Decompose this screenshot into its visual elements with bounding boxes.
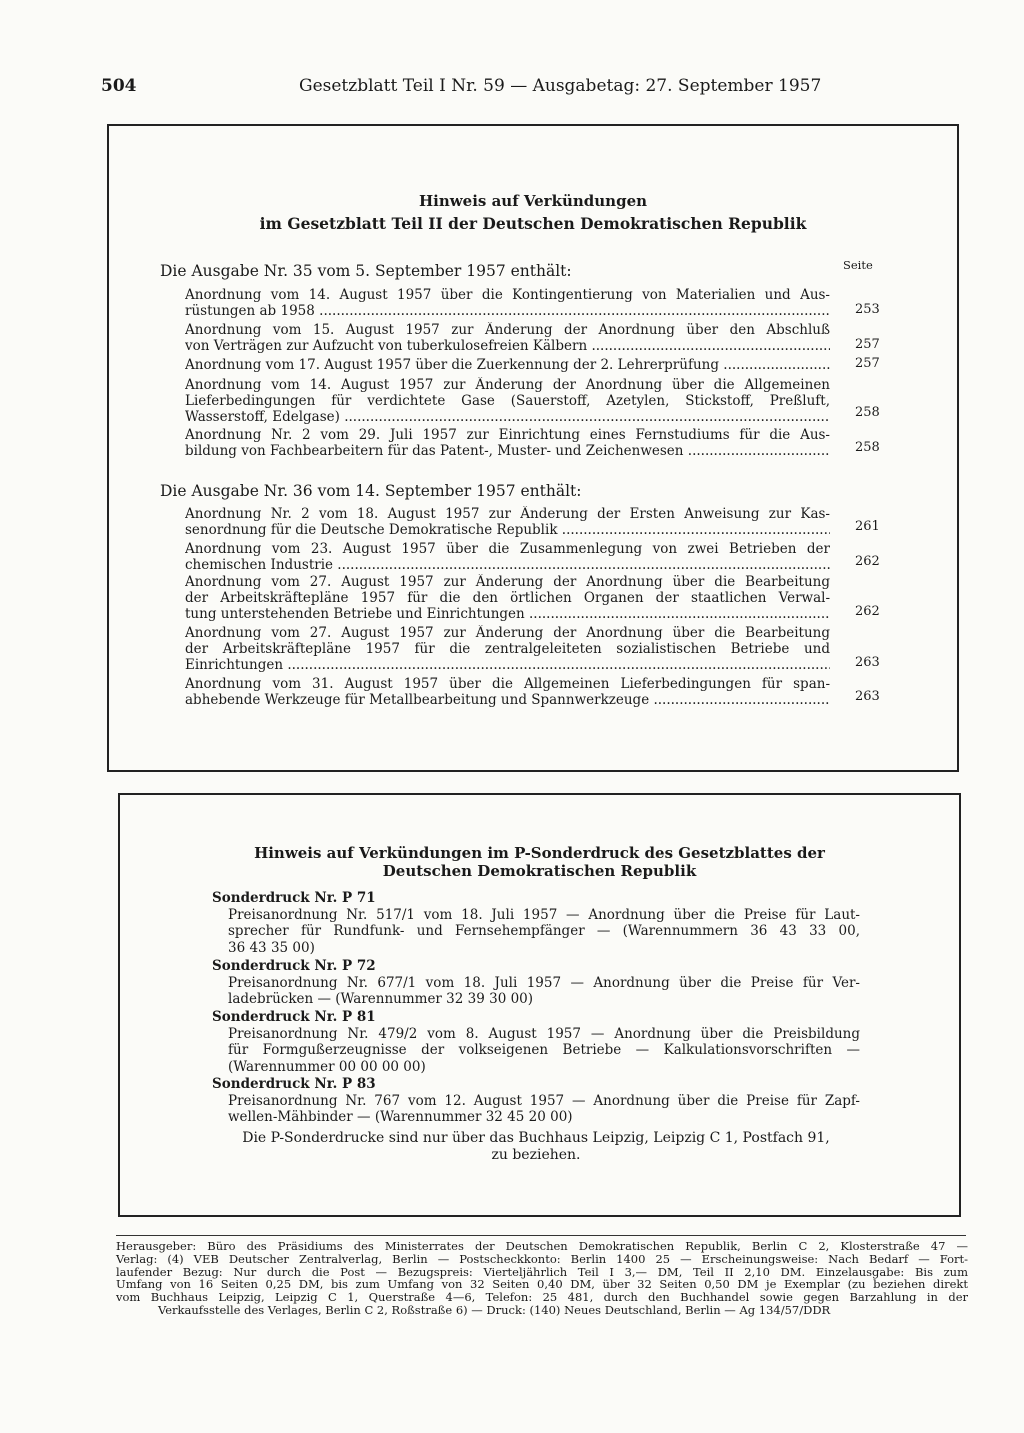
page-ref: 258 (855, 440, 880, 455)
sonderdruck-heading: Sonderdruck Nr. P 83 (212, 1076, 376, 1092)
toc-entry (185, 357, 830, 373)
entry-line: Wasserstoff, Edelgase) ..... (185, 409, 830, 425)
note-line: zu beziehen. (491, 1147, 581, 1163)
entry-line: Anordnung Nr. 2 vom 29. Juli 1957 zur Einrichtung eines Fernstudiums für die Aus- (185, 427, 830, 443)
entry-line: Anordnung vom 23. August 1957 über die Zusammenlegung von zwei Betrieben der (185, 541, 830, 557)
entry-line: Lieferbedingungen für verdichtete Gase (Sauerstoff, Azetylen, Stickstoff, Preßluft, (185, 393, 830, 410)
sonderdruck-line: (Warennummer 00 00 00 00) (228, 1058, 426, 1075)
sonderdruck-heading: Sonderdruck Nr. P 72 (212, 958, 376, 974)
page-ref: 257 (855, 356, 880, 371)
entry-line: Anordnung vom 27. August 1957 zur Änderung der Anordnung über die Bearbeitung (185, 625, 830, 641)
box2-title-line2: Deutschen Demokratischen Republik (382, 862, 697, 880)
imprint-line: laufender Bezug: Nur durch die Post — Bezugspreis: Vierteljährlich Teil I 3,— DM, Teil II 2,10 DM. Einzelausgabe: Bis zum (116, 1264, 968, 1279)
sonderdruck-heading: Sonderdruck Nr. P 71 (212, 890, 376, 906)
sonderdruck-line: Preisanordnung Nr. 677/1 vom 18. Juli 1957 — Anordnung über die Preise für Ver- (228, 974, 860, 991)
imprint-divider (116, 1235, 966, 1236)
entry-line: bildung von Fachbearbeitern für das Patent-, Muster- und Zeichenwesen ..... (185, 443, 830, 459)
sonderdruck-line: wellen-Mähbinder — (Warennummer 32 45 20 00) (228, 1109, 573, 1125)
issue-heading-36: Die Ausgabe Nr. 36 vom 14. September 1957 enthält: (160, 482, 582, 500)
entry-line: Anordnung vom 15. August 1957 zur Änderung der Anordnung über den Abschluß (185, 322, 830, 338)
running-title: Gesetzblatt Teil I Nr. 59 — Ausgabetag: 27. September 1957 (299, 76, 822, 96)
sonderdruck-item (212, 890, 860, 956)
sonderdruck-line: sprecher für Rundfunk- und Fernsehempfänger — (Warennummern 36 43 33 00, (228, 923, 860, 939)
entry-line: Anordnung vom 17. August 1957 über die Zuerkennung der 2. Lehrerprüfung ..... (185, 357, 830, 373)
sonderdruck-item (212, 958, 860, 1008)
imprint (116, 1240, 968, 1317)
entry-line: der Arbeitskräftepläne 1957 für die zentralgeleiteten sozialistischen Betriebe und (185, 641, 830, 658)
toc-entry (185, 427, 830, 459)
toc-entry (185, 322, 830, 354)
sonderdruck-heading: Sonderdruck Nr. P 81 (212, 1009, 376, 1025)
box2-title-line1: Hinweis auf Verkündungen im P-Sonderdruck des Gesetzblattes der (254, 844, 825, 862)
page-ref: 261 (855, 519, 880, 534)
sonderdruck-line: für Formgußerzeugnisse der volkseigenen Betriebe — Kalkulationsvorschriften — (228, 1042, 860, 1058)
toc-entry (185, 377, 830, 426)
imprint-line: Herausgeber: Büro des Präsidiums des Ministerrates der Deutschen Demokratischen Republik, Berlin C 2, Klosterstraße 47 — (116, 1239, 968, 1253)
sonderdruck-item (212, 1076, 860, 1126)
entry-line: Einrichtungen ..... (185, 657, 830, 673)
entry-line: abhebende Werkzeuge für Metallbearbeitung und Spannwerkzeuge ..... (185, 692, 830, 708)
entry-line: tung unterstehenden Betriebe und Einrichtungen ..... (185, 606, 830, 622)
sonderdruck-line: ladebrücken — (Warennummer 32 39 30 00) (228, 991, 534, 1007)
toc-entry (185, 625, 830, 674)
imprint-line: vom Buchhaus Leipzig, Leipzig C 1, Querstraße 4—6, Telefon: 25 481, durch den Buchhandel sowie gegen Barzahlung in der (116, 1290, 968, 1305)
entry-line: chemischen Industrie ..... (185, 557, 830, 573)
page-ref: 262 (855, 554, 880, 569)
sonderdruck-line: Preisanordnung Nr. 767 vom 12. August 1957 — Anordnung über die Preise für Zapf- (228, 1092, 860, 1109)
toc-entry (185, 506, 830, 538)
entry-line: der Arbeitskräftepläne 1957 für die den örtlichen Organen der staatlichen Verwal- (185, 590, 830, 607)
page-ref: 253 (855, 302, 880, 317)
imprint-line: Umfang von 16 Seiten 0,25 DM, bis zum Umfang von 32 Seiten 0,40 DM, über 32 Seiten 0,50 DM je Exemplar (zu beziehen direkt (116, 1277, 968, 1292)
entry-line: Anordnung vom 31. August 1957 über die Allgemeinen Lieferbedingungen für span- (185, 676, 830, 692)
note-line: Die P-Sonderdrucke sind nur über das Buchhaus Leipzig, Leipzig C 1, Postfach 91, (242, 1130, 830, 1146)
entry-line: Anordnung vom 27. August 1957 zur Änderung der Anordnung über die Bearbeitung (185, 574, 830, 590)
toc-entry (185, 676, 830, 708)
toc-entry (185, 574, 830, 623)
toc-entry (185, 287, 830, 319)
page-ref: 262 (855, 604, 880, 619)
toc-entry (185, 541, 830, 573)
sonderdruck-line: 36 43 35 00) (228, 939, 315, 956)
entry-line: Anordnung Nr. 2 vom 18. August 1957 zur Änderung der Ersten Anweisung zur Kas- (185, 506, 830, 522)
page-ref: 258 (855, 405, 880, 420)
entry-line: von Verträgen zur Aufzucht von tuberkulosefreien Kälbern ..... (185, 338, 830, 354)
distribution-note (212, 1130, 860, 1164)
page-ref: 263 (855, 655, 880, 670)
imprint-line: Verlag: (4) VEB Deutscher Zentralverlag, Berlin — Postscheckkonto: Berlin 1400 25 — Erscheinungsweise: Nach Bedarf — Fort- (116, 1251, 968, 1266)
sonderdruck-item (212, 1009, 860, 1075)
page-ref: 257 (855, 337, 880, 352)
entry-line: Anordnung vom 14. August 1957 über die Kontingentierung von Materialien und Aus- (185, 287, 830, 303)
imprint-line: Verkaufsstelle des Verlages, Berlin C 2, Roßstraße 6) — Druck: (140) Neues Deutschland, Berlin — Ag 134/57/DDR (158, 1302, 831, 1317)
sonderdruck-line: Preisanordnung Nr. 517/1 vom 18. Juli 1957 — Anordnung über die Preise für Laut- (228, 906, 860, 923)
box1-title-line2: im Gesetzblatt Teil II der Deutschen Demokratischen Republik (259, 214, 807, 233)
issue-heading-35: Die Ausgabe Nr. 35 vom 5. September 1957 enthält: (160, 262, 572, 280)
entry-line: Anordnung vom 14. August 1957 zur Änderung der Anordnung über die Allgemeinen (185, 377, 830, 393)
page-number: 504 (101, 76, 137, 96)
page-ref: 263 (855, 689, 880, 704)
entry-line: rüstungen ab 1958 ..... (185, 303, 830, 319)
sonderdruck-line: Preisanordnung Nr. 479/2 vom 8. August 1957 — Anordnung über die Preisbildung (228, 1025, 860, 1042)
entry-line: senordnung für die Deutsche Demokratische Republik ..... (185, 522, 830, 538)
box1-title-line1: Hinweis auf Verkündungen (418, 192, 648, 210)
seite-label: Seite (843, 258, 873, 272)
